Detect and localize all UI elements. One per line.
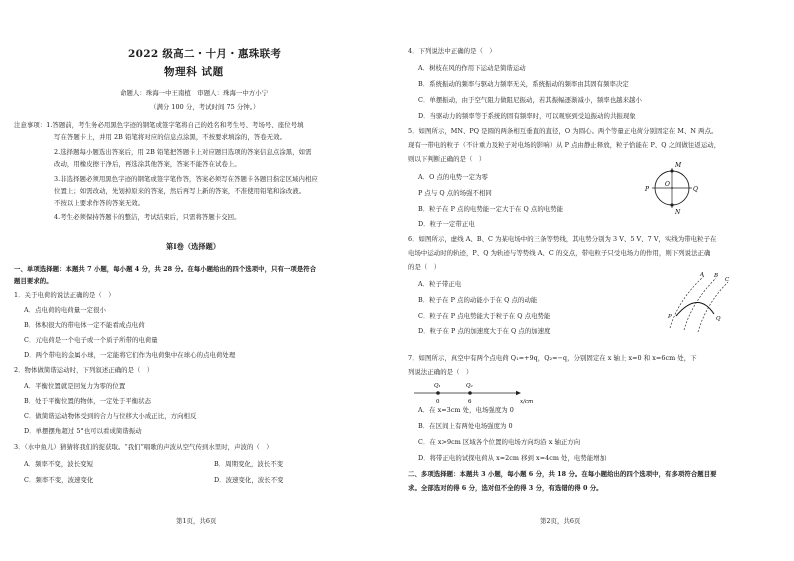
right-page xyxy=(400,0,794,561)
x-axis-diagram xyxy=(412,378,552,406)
option-c: C．频率不变，波速变化 xyxy=(24,476,94,484)
section2-intro: 二、多项选择题：本题共 3 小题，每小题 6 分，共 18 分。在每小题给出的四个选项中，有多项符合题目要 xyxy=(408,470,717,478)
label-c: C xyxy=(725,277,730,283)
option-c: C．元电荷是一个电子或一个质子所带的电荷量 xyxy=(24,336,158,344)
section2-intro: 求。全部选对的得 6 分，选对但不全的得 3 分，有选错的得 0 分。 xyxy=(408,484,603,492)
label-q: Q xyxy=(716,316,721,322)
note-line: 注意事项：1.答题前，考生务必用黑色字迹的钢笔或签字笔将自己的姓名和考生号、考场号、座位号填 xyxy=(14,121,304,129)
charge-n xyxy=(670,203,673,206)
question-stem: 4．下列说法中正确的是（ ） xyxy=(408,47,496,55)
option-a: A．平衡位置就是回复力为零的位置 xyxy=(24,382,126,390)
option-b: B．系统振动的频率与驱动力频率无关，系统振动的频率由其固有频率决定 xyxy=(418,80,629,88)
option-a: A．频率不变，波长变短 xyxy=(24,460,94,468)
charge-q2 xyxy=(468,391,472,395)
section1-intro: 题目要求的。 xyxy=(14,277,53,285)
center-o xyxy=(671,187,673,189)
question-stem: 电场中运动时的轨迹，P、Q 为轨迹与等势线 A、C 的交点，带电粒子只受电场力的作用，则下列说法正确 xyxy=(408,249,711,257)
section-title: 第Ⅰ卷（选择题） xyxy=(166,242,221,251)
option-b: B．周期变化，波长不变 xyxy=(214,460,284,468)
authors-line: 命题人：珠海一中王南植 审题人：珠海一中方小宁 xyxy=(120,89,269,97)
option-d: D．两个带电的金属小球，一定能将它们作为电荷集中在球心的点电荷处理 xyxy=(24,351,236,359)
label-x-unit: x/cm xyxy=(520,399,534,405)
option-a: A．O 点的电势一定为零 xyxy=(418,173,489,181)
page-footer: 第2页，共6页 xyxy=(540,517,581,525)
exam-meta: （满分 100 分，考试时间 75 分钟。） xyxy=(150,103,260,111)
note-line: 不按以上要求作答的答案无效。 xyxy=(54,199,145,207)
question-stem: 6．如图所示，虚线 A、B、C 为某电场中的三条等势线，其电势分别为 3 V、5 V、7 V，实线为带电粒子在 xyxy=(408,235,717,243)
question-stem: 现有一带电的粒子（不计重力及粒子对电场的影响）从 P 点由静止释放，粒子恰能在 P、Q 之间做往返运动， xyxy=(408,141,721,149)
question-stem: 1．关于电荷的说法正确的是（ ） xyxy=(14,291,115,299)
x-axis-arrow xyxy=(516,391,521,395)
option-a: A．在 x=3cm 处，电场强度为 0 xyxy=(418,406,514,414)
option-d: D．波速变化，波长不变 xyxy=(214,476,284,484)
option-a: A．树枝在风的作用下运动是简谐运动 xyxy=(418,64,526,72)
option-d: D．单摆摆角超过 5°也可以看成简谐振动 xyxy=(24,427,142,435)
question-stem: 5．如图所示，MN、PQ 是圆的两条相互垂直的直径，O 为圆心。两个等量正电荷分别固定在 M、N 两点。 xyxy=(408,127,718,135)
label-n: N xyxy=(675,209,681,216)
option-c: C．单摆振动，由于空气阻力做阻尼振动，若其振幅逐渐减小，频率也越来越小 xyxy=(418,96,642,104)
note-line: 4.考生必须保持答题卡的整洁，考试结束后，只需将答题卡交回。 xyxy=(54,213,241,221)
label-q: Q xyxy=(693,186,698,193)
option-b: B．处于平衡位置的物体，一定处于平衡状态 xyxy=(24,397,152,405)
option-a: A．粒子带正电 xyxy=(418,280,462,288)
equipotential-line-c xyxy=(698,282,728,332)
label-origin: 0 xyxy=(436,399,440,405)
label-b: B xyxy=(714,273,719,279)
option-c: C．在 x>9cm 区域各个位置的电场方向均沿 x 轴正方向 xyxy=(418,438,581,446)
option-d: D．将带正电的试探电荷从 x=2cm 移到 x=4cm 处，电势能增加 xyxy=(418,454,607,462)
equipotential-diagram xyxy=(652,270,732,334)
note-line: 改动，用橡皮擦干净后，再选涂其他答案，答案不能答在试卷上。 xyxy=(54,160,241,168)
option-b: P 点与 Q 点的场强不相同 xyxy=(418,189,492,197)
label-a: A xyxy=(700,272,704,278)
note-line: 3.非选择题必须用黑色字迹的钢笔或签字笔作答，答案必须写在答题卡各题目指定区域内相应 xyxy=(54,175,318,183)
note-line: 写在答题卡上，并用 2B 铅笔将对应的信息点涂黑，不按要求填涂的，答卷无效。 xyxy=(54,133,287,141)
question-stem: 的是（ ） xyxy=(408,263,441,271)
equipotential-line-a xyxy=(670,276,704,328)
question-stem: 2．物体做简谐运动时，下列叙述正确的是（ ） xyxy=(14,366,154,374)
option-c: B．粒子在 P 点的电势能一定大于在 Q 点的电势能 xyxy=(418,205,564,213)
particle-trajectory xyxy=(676,302,714,316)
option-c: C．做简谐运动物体受到的合力与位移大小成正比，方向相反 xyxy=(24,412,197,420)
note-line: 2.选择题每小题选出答案后，用 2B 铅笔把答题卡上对应题目选项的答案信息点涂黑，如需 xyxy=(54,148,312,156)
question-stem: 7．如图所示，真空中有两个点电荷 Q₁=+9q，Q₂=−q，分别固定在 x 轴上 x=0 和 x=6cm 处，下 xyxy=(408,354,697,362)
label-p: P xyxy=(668,314,672,320)
charge-m xyxy=(670,169,673,172)
circle-diagram xyxy=(644,158,700,216)
page-footer: 第1页，共6页 xyxy=(176,517,217,525)
label-p: P xyxy=(645,186,650,193)
label-o: O xyxy=(665,181,670,188)
option-c: C．粒子在 P 点电势能大于粒子在 Q 点电势能 xyxy=(418,312,551,320)
note-line: 位置上；如需改动，先划掉原来的答案，然后再写上新的答案，不准使用铅笔和涂改液。 xyxy=(54,187,306,195)
option-b: B．在区间上有两处电场强度为 0 xyxy=(418,422,513,430)
question-stem: 3．（水中鱼儿）猜猜将我们的捉获取。“我们”唱歌的声波从空气传到水里时，声波的（ ） xyxy=(14,443,273,451)
option-d: D．粒子在 P 点的加速度大于在 Q 点的加速度 xyxy=(418,327,551,335)
charge-q1 xyxy=(436,391,440,395)
option-b: B．体积很大的带电体一定不能看成点电荷 xyxy=(24,321,145,329)
question-stem: 列说法正确的是（ ） xyxy=(408,368,473,376)
option-d: D．粒子一定带正电 xyxy=(418,220,475,228)
option-b: B．粒子在 P 点的动能小于在 Q 点的动能 xyxy=(418,296,538,304)
option-d: D．当驱动力的频率等于系统的固有频率时，可以观察到受迫振动的共振现象 xyxy=(418,112,636,120)
label-six: 6 xyxy=(468,399,472,405)
option-a: A．点电荷的电荷量一定很小 xyxy=(24,306,106,314)
label-q1: Q₁ xyxy=(434,383,441,389)
exam-subtitle: 物理科 试题 xyxy=(164,66,224,78)
question-stem: 则以下判断正确的是（ ） xyxy=(408,155,486,163)
label-q2: Q₂ xyxy=(466,383,473,389)
equipotential-line-b xyxy=(684,278,716,330)
section1-intro: 一、单项选择题：本题共 7 小题，每小题 4 分，共 28 分。在每小题给出的四个选项中，只有一项是符合 xyxy=(14,265,317,273)
label-m: M xyxy=(675,162,682,169)
exam-title: 2022 级高二・十月・惠珠联考 xyxy=(128,48,282,60)
